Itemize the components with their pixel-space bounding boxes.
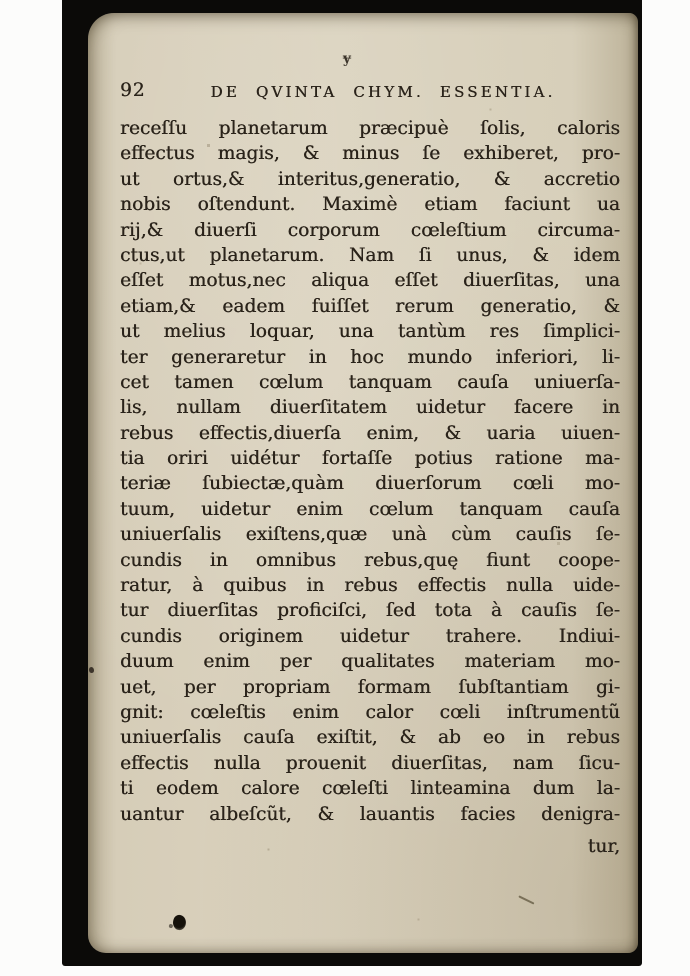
body-text [120, 116, 620, 827]
text-line: teriæ ſubiectæ,quàm diuerſorum cœli mo- [120, 473, 620, 495]
book-page [88, 13, 638, 953]
text-line: nobis oſtendunt. Maximè etiam faciunt ua [120, 194, 620, 216]
text-line: ratur, à quibus in rebus effectis nulla uide- [120, 575, 620, 597]
text-line: gnit: cœleſtis enim calor cœli inſtrumentũ [120, 701, 620, 723]
text-line: etiam,& eadem fuiſſet rerum generatio, & [120, 295, 620, 317]
scanner-background [62, 0, 642, 966]
text-line: lis, nullam diuerſitatem uidetur facere in [120, 397, 620, 419]
text-line: ut ortus,& interitus,generatio, & accretio [120, 168, 620, 190]
paper-freckles [88, 13, 89, 14]
running-title: DE QVINTA CHYM. ESSENTIA. [210, 83, 556, 101]
text-line: ter generaretur in hoc mundo inferiori, li- [120, 346, 620, 368]
text-line: uantur albeſcũt, & lauantis facies denigra- [120, 803, 620, 825]
text-line: ut melius loquar, una tantùm res ſimplici- [120, 321, 620, 343]
text-line: ti eodem calore cœleſti linteamina dum la- [120, 778, 620, 800]
text-line: uet, per propriam formam ſubſtantiam gi- [120, 676, 620, 698]
text-line: effectis nulla prouenit diuerſitas, nam ſicu- [120, 752, 620, 774]
page-header [120, 77, 620, 103]
page-text-block [120, 77, 620, 859]
text-line: rij,& diuerſi corporum cœleſtium circuma- [120, 219, 620, 241]
text-line: ctus,ut planetarum. Nam ſi unus, & idem [120, 244, 620, 266]
text-line: rebus effectis,diuerſa enim, & uaria uiuen- [120, 422, 620, 444]
text-line: effectus magis, & minus ſe exhiberet, pro- [120, 143, 620, 165]
text-line: tia oriri uidétur fortaſſe potius ratione ma- [120, 448, 620, 470]
text-line: duum enim per qualitates materiam mo- [120, 651, 620, 673]
text-line: cundis in omnibus rebus,quę fiunt coope- [120, 549, 620, 571]
text-line: uniuerſalis cauſa exiſtit, & ab eo in rebus [120, 727, 620, 749]
printers-signature-mark: ɏ [343, 51, 351, 67]
catchword: tur, [587, 835, 620, 857]
text-line: cundis originem uidetur trahere. Indiui- [120, 625, 620, 647]
page-number: 92 [120, 80, 146, 101]
text-line: tur diuerſitas proficiſci, ſed tota à cauſis ſe- [120, 600, 620, 622]
text-line: uniuerſalis exiſtens,quæ unà cùm cauſis ſe- [120, 524, 620, 546]
text-line: cet tamen cœlum tanquam cauſa uniuerſa- [120, 371, 620, 393]
text-line: eſſet motus,nec aliqua eſſet diuerſitas, una [120, 270, 620, 292]
text-line: tuum, uidetur enim cœlum tanquam cauſa [120, 498, 620, 520]
scratch-mark [519, 895, 535, 904]
edge-speck [89, 667, 94, 673]
text-line: receſſu planetarum præcipuè ſolis, caloris [120, 118, 620, 139]
ink-blot [171, 914, 187, 932]
